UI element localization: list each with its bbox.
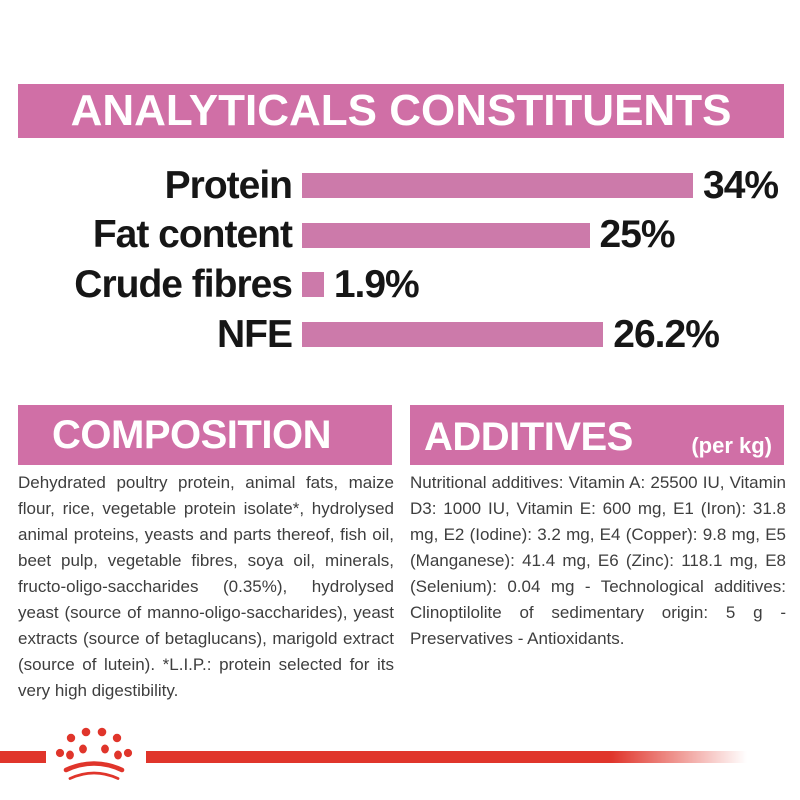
chart-bar [302, 272, 324, 297]
chart-value-label: 1.9% [333, 262, 419, 306]
chart-category-label: Fat content [92, 213, 292, 257]
additives-body-text: Nutritional additives: Vitamin A: 25500 IU, Vitamin D3: 1000 IU, Vitamin E: 600 mg, E1 (Iron): 31.8 mg, E2 (Iodine): 3.2 mg, E4 (Copper): 9.8 mg, E5 (Manganese): 41.4 mg, E6 (Zinc): 118.1 mg, E8 (Selenium): 0.04 mg - Technological additives: Clinoptilolite of sedimentary origin: 5 g - Preservatives - Antioxidants. [410, 473, 786, 648]
chart-category-label: Protein [164, 163, 292, 207]
crown-base-arcs [66, 764, 122, 779]
composition-title-banner [18, 405, 392, 465]
chart-bar [302, 223, 590, 248]
chart-row [0, 310, 800, 360]
logo-rule-left [0, 751, 46, 763]
chart-row [0, 211, 800, 261]
logo-rule-right [146, 751, 792, 763]
chart-row [0, 260, 800, 310]
royal-canin-crown-logo [53, 724, 145, 786]
chart-value-label: 26.2% [613, 312, 719, 356]
crown-dots [56, 728, 132, 760]
chart-row [0, 161, 800, 211]
composition-body-text: Dehydrated poultry protein, animal fats, maize flour, rice, vegetable protein isolate*, hydrolysed animal proteins, yeasts and parts thereof, fish oil, beet pulp, vegetable fibres, soya oil, minerals, fructo-oligo-saccharides (0.35%), hydrolysed yeast (source of manno-oligo-saccharides), yeast extracts (source of betaglucans), marigold extract (source of lutein). *L.I.P.: protein selected for its very high digestibility. [18, 473, 394, 700]
chart-bar [302, 173, 693, 198]
additives-title: ADDITIVES [424, 415, 633, 459]
additives-title-banner [410, 405, 784, 465]
chart-value-label: 34% [703, 163, 779, 207]
analyticals-bar-chart [0, 161, 800, 359]
additives-subtitle: (per kg) [691, 433, 772, 458]
composition-title: COMPOSITION [52, 412, 331, 457]
chart-bar [302, 322, 603, 347]
analyticals-title-banner [18, 84, 784, 138]
chart-category-label: Crude fibres [74, 262, 292, 306]
analyticals-title: ANALYTICALS CONSTITUENTS [70, 86, 732, 135]
chart-category-label: NFE [217, 312, 292, 356]
chart-value-label: 25% [599, 213, 675, 257]
